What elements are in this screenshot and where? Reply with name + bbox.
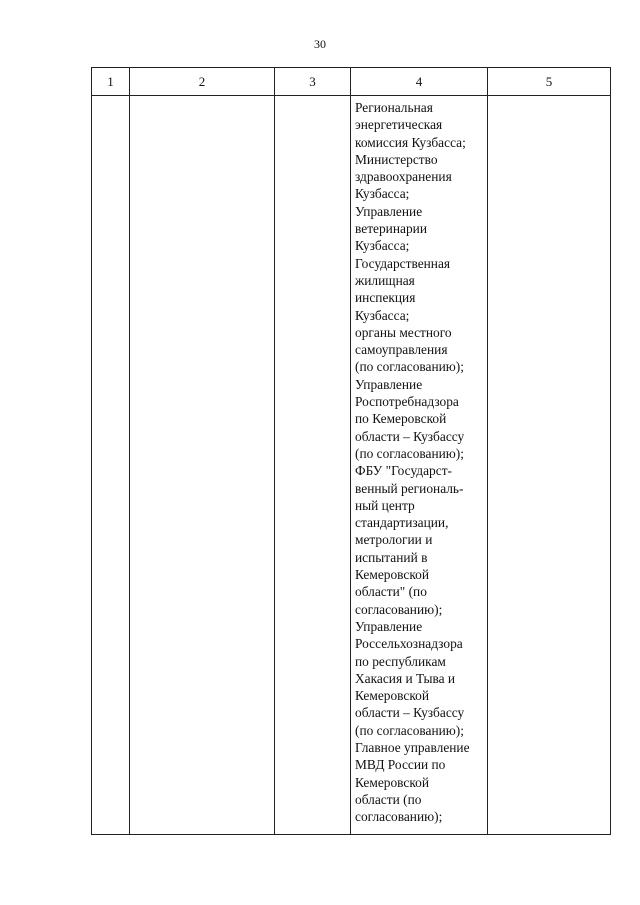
header-col-4: 4	[351, 68, 488, 96]
executor-line: (по согласованию);	[355, 359, 464, 375]
executor-line: Кузбасса;	[355, 238, 410, 254]
executor-line: Управление	[355, 203, 423, 219]
executor-line: Региональная	[355, 100, 433, 115]
table-row	[92, 96, 611, 835]
executor-line: испытаний в	[355, 549, 428, 565]
executor-line: Управление	[355, 618, 423, 634]
page-number: 30	[314, 37, 326, 51]
header-col-3: 3	[275, 68, 351, 96]
executor-line: метрологии и	[355, 532, 433, 548]
executor-line: области – Кузбассу	[355, 705, 465, 721]
cell-col-3	[275, 96, 351, 835]
executor-line: Главное управление	[355, 739, 470, 755]
header-col-1: 1	[92, 68, 130, 96]
executor-line: области (по	[355, 791, 422, 807]
executor-line: Кемеровской	[355, 567, 430, 583]
executor-line: области – Кузбассу	[355, 428, 465, 444]
executor-line: инспекция	[355, 290, 416, 306]
executor-line: Кемеровской	[355, 774, 430, 790]
executor-line: Министерство	[355, 151, 438, 167]
executor-line: МВД России по	[355, 757, 446, 773]
executor-line: ветеринарии	[355, 221, 427, 237]
executor-line: Россельхознадзора	[355, 636, 463, 652]
cell-col-5	[488, 96, 611, 835]
executor-line: ФБУ "Государст-	[355, 463, 453, 479]
executor-line: здравоохранения	[355, 169, 452, 185]
cell-col-1	[92, 96, 130, 835]
executor-line: области" (по	[355, 584, 427, 600]
executor-line: по Кемеровской	[355, 411, 447, 427]
executor-line: по республикам	[355, 653, 446, 669]
executor-line: венный региональ-	[355, 480, 464, 496]
cell-col-2	[130, 96, 275, 835]
header-col-5: 5	[488, 68, 611, 96]
executor-line: ный центр	[355, 497, 415, 513]
executor-line: Кузбасса;	[355, 186, 410, 202]
executor-line: Государственная	[355, 255, 451, 271]
executor-line: Кемеровской	[355, 688, 430, 704]
executor-line: органы местного	[355, 324, 452, 340]
executor-line: комиссия Кузбасса;	[355, 134, 466, 150]
responsibility-table	[91, 67, 611, 835]
cell-col-4	[351, 96, 488, 835]
executor-line: Роспотребнадзора	[355, 394, 459, 410]
executor-line: стандартизации,	[355, 515, 449, 531]
executor-line: (по согласованию);	[355, 445, 464, 461]
header-row	[92, 68, 611, 96]
executor-line: Кузбасса;	[355, 307, 410, 323]
executor-line: Хакасия и Тыва и	[355, 670, 456, 686]
executor-line: согласованию);	[355, 601, 443, 617]
executor-line: жилищная	[355, 272, 415, 288]
executor-line: энергетическая	[355, 117, 443, 133]
header-col-2: 2	[130, 68, 275, 96]
executors-list	[351, 96, 487, 825]
executor-line: самоуправления	[355, 342, 448, 358]
executor-line: (по согласованию);	[355, 722, 464, 738]
executor-line: согласованию);	[355, 809, 443, 825]
executor-line: Управление	[355, 376, 423, 392]
